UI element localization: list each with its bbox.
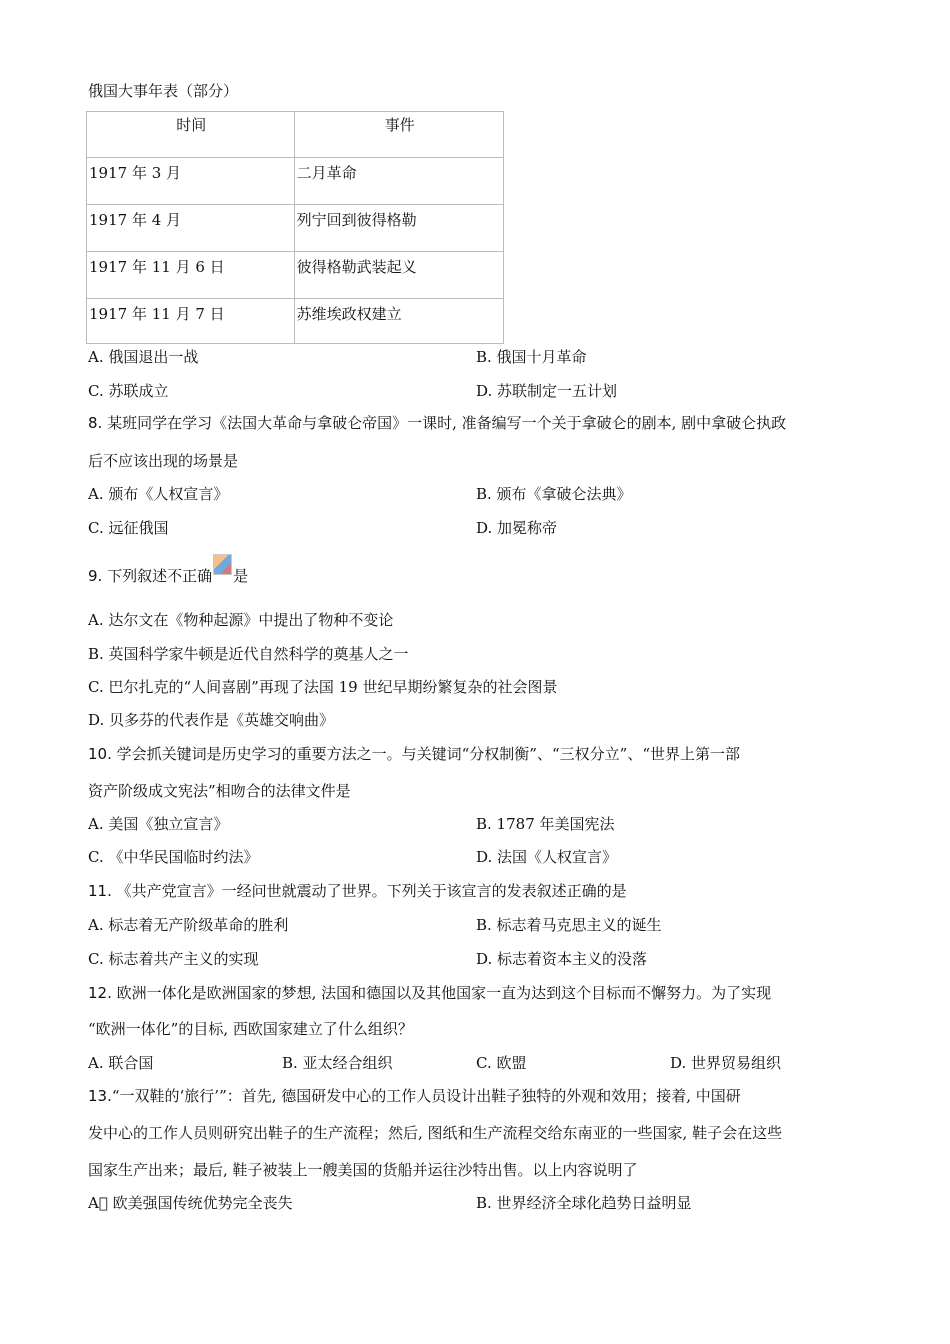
q8-option-a[interactable]: A. 颁布《人权宣言》 — [88, 485, 229, 503]
q7-option-d[interactable]: D. 苏联制定一五计划 — [476, 382, 618, 400]
events-table — [86, 111, 504, 344]
q8-option-c[interactable]: C. 远征俄国 — [88, 519, 169, 537]
q9-option-d[interactable]: D. 贝多芬的代表作是《英雄交响曲》 — [88, 711, 335, 729]
q9-option-a[interactable]: A. 达尔文在《物种起源》中提出了物种不变论 — [88, 611, 394, 629]
q9-number: 9. — [88, 567, 103, 585]
cell-event: 二月革命 — [294, 158, 503, 205]
q10-number: 10. — [88, 745, 112, 763]
q11-option-b[interactable]: B. 标志着马克思主义的诞生 — [476, 916, 662, 934]
q10-option-d[interactable]: D. 法国《人权宣言》 — [476, 848, 618, 866]
q7-option-a[interactable]: A. 俄国退出一战 — [88, 348, 199, 366]
q7-option-c[interactable]: C. 苏联成立 — [88, 382, 169, 400]
q12-option-b[interactable]: B. 亚太经合组织 — [282, 1054, 393, 1072]
q8-number: 8. — [88, 414, 103, 432]
q12-text: 欧洲一体化是欧洲国家的梦想, 法国和德国以及其他国家一直为达到这个目标而不懈努力。为了实现 — [116, 984, 772, 1002]
q11-option-c[interactable]: C. 标志着共产主义的实现 — [88, 950, 259, 968]
cell-event: 列宁回到彼得格勒 — [294, 205, 503, 252]
cell-event: 彼得格勒武装起义 — [294, 252, 503, 299]
q11-stem — [88, 880, 627, 901]
q12-option-c[interactable]: C. 欧盟 — [476, 1054, 527, 1072]
q12-stem-line2: “欧洲一体化”的目标, 西欧国家建立了什么组织？ — [88, 1020, 413, 1038]
q13-option-a[interactable]: A  欧美强国传统优势完全丧失 — [88, 1194, 293, 1212]
q8-stem-line1 — [88, 412, 786, 433]
q9-option-b[interactable]: B. 英国科学家牛顿是近代自然科学的奠基人之一 — [88, 645, 409, 663]
q10-text: 学会抓关键词是历史学习的重要方法之一。与关键词“分权制衡”、“三权分立”、“世界上第一部 — [116, 745, 740, 763]
q9-text-before: 下列叙述不正确 — [107, 567, 213, 585]
table-row — [87, 158, 504, 205]
q12-number: 12. — [88, 984, 112, 1002]
header-time: 时间 — [87, 112, 295, 158]
q11-text: 《共产党宣言》一经问世就震动了世界。下列关于该宣言的发表叙述正确的是 — [116, 882, 627, 900]
q10-option-a[interactable]: A. 美国《独立宣言》 — [88, 815, 229, 833]
cell-event: 苏维埃政权建立 — [294, 299, 503, 344]
q13-number: 13. — [88, 1087, 112, 1105]
q8-text: 某班同学在学习《法国大革命与拿破仑帝国》一课时, 准备编写一个关于拿破仑的剧本, 剧中拿破仑执政 — [107, 414, 787, 432]
header-event: 事件 — [294, 112, 503, 158]
q12-stem-line1 — [88, 982, 771, 1003]
broken-image-icon — [213, 554, 232, 575]
q11-number: 11. — [88, 882, 112, 900]
cell-time: 1917 年 3 月 — [87, 158, 295, 205]
q11-option-a[interactable]: A. 标志着无产阶级革命的胜利 — [88, 916, 289, 934]
table-row — [87, 205, 504, 252]
q10-stem-line2: 资产阶级成文宪法”相吻合的法律文件是 — [88, 782, 351, 800]
table-row — [87, 299, 504, 344]
cell-time: 1917 年 11 月 6 日 — [87, 252, 295, 299]
q13-stem-line3: 国家生产出来；最后, 鞋子被装上一艘美国的货船并运往沙特出售。以上内容说明了 — [88, 1161, 638, 1179]
cell-time: 1917 年 11 月 7 日 — [87, 299, 295, 344]
q8-option-d[interactable]: D. 加冕称帝 — [476, 519, 558, 537]
table-header-row — [87, 112, 504, 158]
q13-stem-line1 — [88, 1085, 741, 1106]
q10-option-c[interactable]: C. 《中华民国临时约法》 — [88, 848, 259, 866]
table-caption: 俄国大事年表（部分） — [88, 82, 239, 100]
q13-text: “一双鞋的‘旅行’”：首先, 德国研发中心的工作人员设计出鞋子独特的外观和效用；接着, 中国研 — [111, 1087, 741, 1105]
q13-option-b[interactable]: B. 世界经济全球化趋势日益明显 — [476, 1194, 692, 1212]
q9-text-after: 是 — [233, 567, 249, 585]
q12-option-a[interactable]: A. 联合国 — [88, 1054, 154, 1072]
q10-stem-line1 — [88, 743, 740, 764]
cell-time: 1917 年 4 月 — [87, 205, 295, 252]
q10-option-b[interactable]: B. 1787 年美国宪法 — [476, 815, 615, 833]
q8-option-b[interactable]: B. 颁布《拿破仑法典》 — [476, 485, 632, 503]
q9-stem — [88, 562, 248, 586]
q8-stem-line2: 后不应该出现的场景是 — [88, 452, 239, 470]
q13-stem-line2: 发中心的工作人员则研究出鞋子的生产流程；然后, 图纸和生产流程交给东南亚的一些国家, 鞋子会在这些 — [88, 1124, 783, 1142]
q12-option-d[interactable]: D. 世界贸易组织 — [670, 1054, 782, 1072]
q7-option-b[interactable]: B. 俄国十月革命 — [476, 348, 587, 366]
q11-option-d[interactable]: D. 标志着资本主义的没落 — [476, 950, 648, 968]
q9-option-c[interactable]: C. 巴尔扎克的“人间喜剧”再现了法国 19 世纪早期纷繁复杂的社会图景 — [88, 678, 558, 696]
table-row — [87, 252, 504, 299]
